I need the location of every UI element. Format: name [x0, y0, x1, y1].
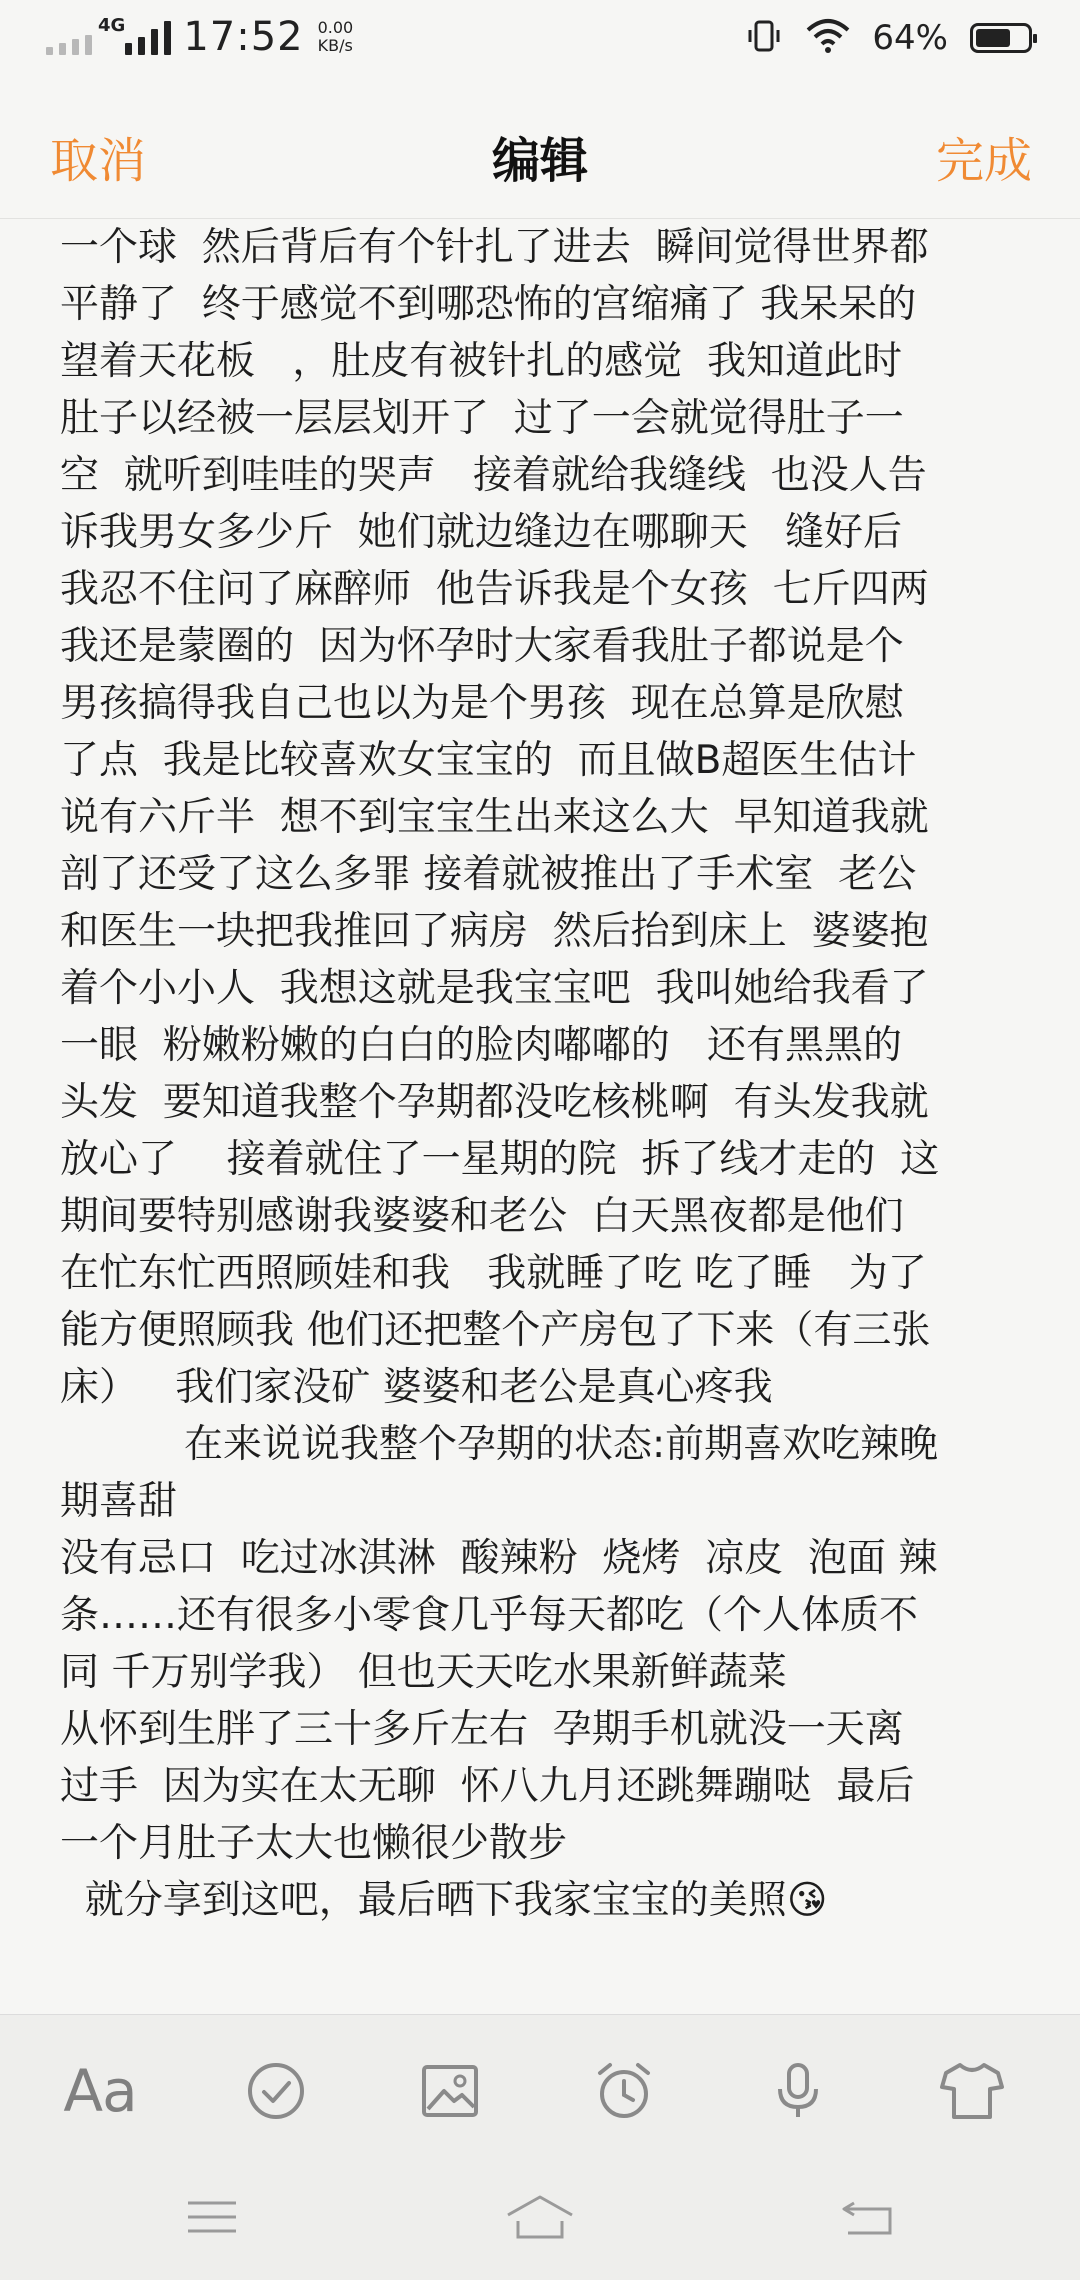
clock: 17:52 — [183, 14, 304, 60]
status-left — [46, 14, 353, 60]
home-icon[interactable] — [500, 2182, 580, 2252]
network-type: 4G — [98, 14, 126, 36]
note-text-line: 放心了 接着就住了一星期的院 拆了线才走的 这 — [60, 1137, 940, 1182]
battery-percent: 64% — [872, 18, 948, 58]
note-text-line: 着个小小人 我想这就是我宝宝吧 我叫她给我看了 — [60, 966, 929, 1011]
menu-icon[interactable] — [172, 2182, 252, 2252]
note-text-line: 头发 要知道我整个孕期都没吃核桃啊 有头发我就 — [60, 1080, 929, 1125]
note-text-line: 期喜甜 — [60, 1479, 178, 1524]
note-text-line: 期间要特别感谢我婆婆和老公 白天黑夜都是他们 — [60, 1194, 904, 1239]
checklist-icon[interactable] — [236, 2051, 316, 2131]
note-text-line: 男孩搞得我自己也以为是个男孩 现在总算是欣慰 — [60, 681, 904, 726]
note-text-line: 我忍不住问了麻醉师 他告诉我是个女孩 七斤四两 — [60, 567, 929, 612]
editor-header — [0, 86, 1080, 219]
network-speed — [318, 19, 354, 55]
note-text-line: 在忙东忙西照顾娃和我 我就睡了吃 吃了睡 为了 — [60, 1251, 927, 1296]
note-text-line: 诉我男女多少斤 她们就边缝边在哪聊天 缝好后 — [60, 510, 902, 555]
note-content-area[interactable] — [0, 219, 1080, 2014]
done-button[interactable]: 完成 — [935, 133, 1032, 189]
note-text-line: 一眼 粉嫩粉嫩的白白的脸肉嘟嘟的 还有黑黑的 — [60, 1023, 902, 1068]
alarm-icon[interactable] — [584, 2051, 664, 2131]
note-text-line: 条……还有很多小零食几乎每天都吃（个人体质不 — [60, 1593, 919, 1638]
note-text-line: 平静了 终于感觉不到哪恐怖的宫缩痛了 我呆呆的 — [60, 282, 917, 327]
note-text-line: 没有忌口 吃过冰淇淋 酸辣粉 烧烤 凉皮 泡面 辣 — [60, 1536, 938, 1581]
note-text-line: 同 千万别学我） 但也天天吃水果新鲜蔬菜 — [60, 1650, 787, 1695]
note-text[interactable] — [60, 219, 1030, 1929]
note-text-line: 能方便照顾我 他们还把整个产房包了下来（有三张 — [60, 1308, 931, 1353]
vibrate-icon — [744, 16, 784, 60]
note-text-line: 一个球 然后背后有个针扎了进去 瞬间觉得世界都 — [60, 225, 929, 270]
back-icon[interactable] — [828, 2182, 908, 2252]
note-text-line: 一个月肚子太大也懒很少散步 — [60, 1821, 568, 1866]
note-text-line: 望着天花板 ，肚皮有被针扎的感觉 我知道此时 — [60, 339, 902, 384]
note-text-line: 我还是蒙圈的 因为怀孕时大家看我肚子都说是个 — [60, 624, 904, 669]
note-text-line: 说有六斤半 想不到宝宝生出来这么大 早知道我就 — [60, 795, 929, 840]
note-text-line: 空 就听到哇哇的哭声 接着就给我缝线 也没人告 — [60, 453, 927, 498]
note-text-line: 从怀到生胖了三十多斤左右 孕期手机就没一天离 — [60, 1707, 904, 1752]
editor-toolbar — [0, 2014, 1080, 2155]
note-text-line: 肚子以经被一层层划开了 过了一会就觉得肚子一 — [60, 396, 904, 441]
system-navigation-bar — [0, 2154, 1080, 2280]
speed-value: 0.00 — [317, 18, 354, 37]
font-style-icon[interactable] — [60, 2051, 140, 2131]
theme-shirt-icon[interactable] — [932, 2051, 1012, 2131]
note-text-line: 过手 因为实在太无聊 怀八九月还跳舞蹦哒 最后 — [60, 1764, 915, 1809]
note-text-line: 床） 我们家没矿 婆婆和老公是真心疼我 — [60, 1365, 773, 1410]
note-text-line: 在来说说我整个孕期的状态:前期喜欢吃辣晚 — [60, 1422, 939, 1467]
speed-unit: KB/s — [317, 36, 353, 55]
cancel-button[interactable]: 取消 — [50, 133, 147, 189]
image-icon[interactable] — [410, 2051, 490, 2131]
page-title: 编辑 — [491, 133, 588, 189]
microphone-icon[interactable] — [758, 2051, 838, 2131]
note-text-line: 了点 我是比较喜欢女宝宝的 而且做B超医生估计 — [60, 738, 917, 783]
battery-icon — [970, 23, 1032, 53]
note-text-line: 就分享到这吧，最后晒下我家宝宝的美照😘 — [60, 1878, 828, 1923]
signal-strength-icon — [46, 19, 92, 55]
wifi-icon — [806, 18, 850, 58]
note-text-line: 剖了还受了这么多罪 接着就被推出了手术室 老公 — [60, 852, 917, 897]
signal-strength-icon-2 — [125, 19, 171, 55]
status-right — [744, 16, 1032, 60]
status-bar — [0, 0, 1080, 86]
note-text-line: 和医生一块把我推回了病房 然后抬到床上 婆婆抱 — [60, 909, 929, 954]
font-style-label: Aa — [63, 2057, 137, 2125]
